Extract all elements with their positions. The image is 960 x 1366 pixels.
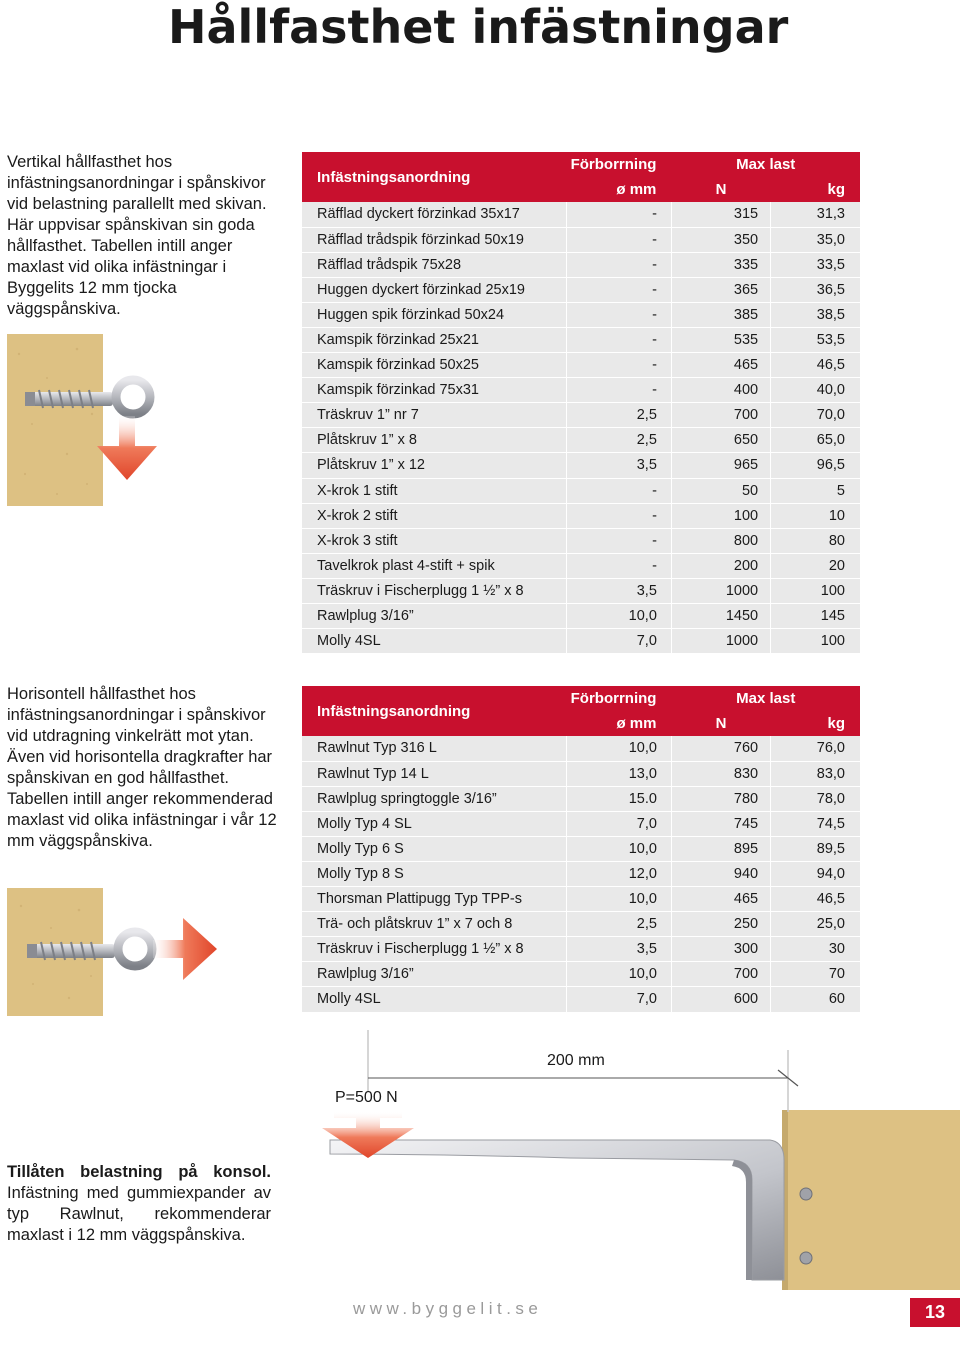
newton-cell: 830 — [671, 761, 770, 786]
table-row — [302, 786, 860, 811]
fastener-cell: Rawlplug springtoggle 3/16” — [302, 786, 567, 811]
console-body: Infästning med gummiexpander av typ Rawlnut, rekommenderar maxlast i 12 mm väggspånskiva. — [7, 1184, 271, 1244]
predrill-cell: 3,5 — [567, 578, 672, 603]
fastener-cell: Molly Typ 8 S — [302, 861, 567, 886]
column-header-predrill-unit: ø mm — [567, 177, 672, 202]
predrill-cell: 3,5 — [567, 453, 672, 478]
newton-cell: 315 — [671, 202, 770, 227]
shelf-bracket-illustration — [320, 1030, 960, 1290]
newton-cell: 650 — [671, 428, 770, 453]
column-header-maxload: Max last — [671, 686, 860, 711]
predrill-cell: 10,0 — [567, 736, 672, 761]
predrill-cell: - — [567, 478, 672, 503]
newton-cell: 50 — [671, 478, 770, 503]
predrill-cell: 10,0 — [567, 604, 672, 629]
kg-cell: 145 — [771, 604, 860, 629]
newton-cell: 760 — [671, 736, 770, 761]
predrill-cell: - — [567, 378, 672, 403]
vertical-load-illustration — [7, 334, 167, 506]
fastener-cell: Kamspik förzinkad 75x31 — [302, 378, 567, 403]
table-row — [302, 836, 860, 861]
predrill-cell: 12,0 — [567, 861, 672, 886]
kg-cell: 80 — [771, 528, 860, 553]
newton-cell: 100 — [671, 503, 770, 528]
page-title: Hållfasthet infästningar — [168, 0, 789, 54]
kg-cell: 46,5 — [771, 887, 860, 912]
bracket-icon — [330, 1140, 784, 1280]
table-row — [302, 553, 860, 578]
predrill-cell: 3,5 — [567, 937, 672, 962]
kg-cell: 40,0 — [771, 378, 860, 403]
predrill-cell: - — [567, 227, 672, 252]
column-header-fastener: Infästningsanordning — [302, 152, 567, 202]
fastener-cell: Rawlnut Typ 14 L — [302, 761, 567, 786]
fastener-cell: Huggen spik förzinkad 50x24 — [302, 302, 567, 327]
newton-cell: 780 — [671, 786, 770, 811]
fastener-cell: Huggen dyckert förzinkad 25x19 — [302, 277, 567, 302]
predrill-cell: 7,0 — [567, 629, 672, 654]
predrill-cell: - — [567, 528, 672, 553]
column-header-kg: kg — [771, 177, 860, 202]
kg-cell: 10 — [771, 503, 860, 528]
newton-cell: 1450 — [671, 604, 770, 629]
kg-cell: 60 — [771, 987, 860, 1012]
predrill-cell: - — [567, 327, 672, 352]
kg-cell: 53,5 — [771, 327, 860, 352]
newton-cell: 800 — [671, 528, 770, 553]
down-arrow-icon — [97, 416, 157, 480]
table-row — [302, 811, 860, 836]
kg-cell: 38,5 — [771, 302, 860, 327]
newton-cell: 600 — [671, 987, 770, 1012]
table-row — [302, 302, 860, 327]
newton-cell: 400 — [671, 378, 770, 403]
fastener-cell: Tavelkrok plast 4-stift + spik — [302, 553, 567, 578]
fastener-cell: Träskruv i Fischerplugg 1 ½” x 8 — [302, 937, 567, 962]
table-row — [302, 478, 860, 503]
newton-cell: 700 — [671, 962, 770, 987]
fastener-cell: Kamspik förzinkad 25x21 — [302, 327, 567, 352]
kg-cell: 76,0 — [771, 736, 860, 761]
predrill-cell: - — [567, 503, 672, 528]
kg-cell: 65,0 — [771, 428, 860, 453]
newton-cell: 365 — [671, 277, 770, 302]
table-row — [302, 503, 860, 528]
table-row — [302, 887, 860, 912]
table-row — [302, 202, 860, 227]
column-header-predrill: Förborrning — [567, 686, 672, 711]
table-row — [302, 327, 860, 352]
footer-url[interactable]: www.byggelit.se — [353, 1299, 543, 1318]
console-text — [7, 1162, 271, 1246]
fastener-cell: Trä- och plåtskruv 1” x 7 och 8 — [302, 912, 567, 937]
kg-cell: 100 — [771, 578, 860, 603]
fastener-cell: Räfflad dyckert förzinkad 35x17 — [302, 202, 567, 227]
table-row — [302, 252, 860, 277]
column-header-kg: kg — [771, 711, 860, 736]
fastener-cell: Rawlnut Typ 316 L — [302, 736, 567, 761]
kg-cell: 94,0 — [771, 861, 860, 886]
fastener-cell: Träskruv i Fischerplugg 1 ½” x 8 — [302, 578, 567, 603]
kg-cell: 31,3 — [771, 202, 860, 227]
kg-cell: 20 — [771, 553, 860, 578]
fastener-cell: X-krok 1 stift — [302, 478, 567, 503]
horizontal-load-illustration — [7, 888, 219, 1016]
predrill-cell: - — [567, 553, 672, 578]
fastener-cell: Plåtskruv 1” x 8 — [302, 428, 567, 453]
newton-cell: 350 — [671, 227, 770, 252]
kg-cell: 83,0 — [771, 761, 860, 786]
predrill-cell: - — [567, 202, 672, 227]
kg-cell: 5 — [771, 478, 860, 503]
vertical-intro-text: Vertikal hållfasthet hos infästningsanordningar i spånskivor vid belastning parallellt med skivan. Här uppvisar spånskivan sin goda hållfasthet. Tabellen intill anger maxlast vid olika infästningar i Byggelits 12 mm tjocka väggspånskiva. — [7, 153, 267, 318]
fastener-cell: X-krok 3 stift — [302, 528, 567, 553]
kg-cell: 78,0 — [771, 786, 860, 811]
kg-cell: 30 — [771, 937, 860, 962]
right-arrow-icon — [153, 918, 217, 980]
fastener-cell: Thorsman Plattipugg Typ TPP-s — [302, 887, 567, 912]
screw-head-icon — [800, 1188, 812, 1200]
table-row — [302, 578, 860, 603]
predrill-cell: - — [567, 252, 672, 277]
kg-cell: 33,5 — [771, 252, 860, 277]
table-row — [302, 378, 860, 403]
fastener-cell: Kamspik förzinkad 50x25 — [302, 353, 567, 378]
predrill-cell: 13,0 — [567, 761, 672, 786]
predrill-cell: 7,0 — [567, 811, 672, 836]
predrill-cell: 10,0 — [567, 887, 672, 912]
console-heading: Tillåten belastning på konsol. — [7, 1163, 271, 1181]
predrill-cell: - — [567, 353, 672, 378]
table-row — [302, 353, 860, 378]
fastener-cell: Molly 4SL — [302, 987, 567, 1012]
newton-cell: 300 — [671, 937, 770, 962]
table-row — [302, 736, 860, 761]
predrill-cell: 2,5 — [567, 428, 672, 453]
column-header-maxload: Max last — [671, 152, 860, 177]
horizontal-intro-text: Horisontell hållfasthet hos infästningsanordningar i spånskivor vid utdragning vinkelrätt mot ytan. Även vid horisontella dragkrafter har spånskivan en god hållfasthet. Tabellen intill anger rekommenderad maxlast vid olika infästningar i vår 12 mm väggspånskiva. — [7, 685, 277, 850]
newton-cell: 465 — [671, 353, 770, 378]
table-row — [302, 761, 860, 786]
newton-cell: 465 — [671, 887, 770, 912]
table-row — [302, 629, 860, 654]
kg-cell: 35,0 — [771, 227, 860, 252]
newton-cell: 1000 — [671, 629, 770, 654]
newton-cell: 335 — [671, 252, 770, 277]
newton-cell: 250 — [671, 912, 770, 937]
newton-cell: 745 — [671, 811, 770, 836]
newton-cell: 1000 — [671, 578, 770, 603]
fastener-cell: Rawlplug 3/16” — [302, 604, 567, 629]
kg-cell: 100 — [771, 629, 860, 654]
table-row — [302, 937, 860, 962]
table-row — [302, 227, 860, 252]
table-row — [302, 604, 860, 629]
kg-cell: 89,5 — [771, 836, 860, 861]
newton-cell: 535 — [671, 327, 770, 352]
table-row — [302, 277, 860, 302]
screw-head-icon — [800, 1252, 812, 1264]
fastener-cell: X-krok 2 stift — [302, 503, 567, 528]
vertical-load-table — [302, 152, 860, 654]
newton-cell: 200 — [671, 553, 770, 578]
predrill-cell: 10,0 — [567, 836, 672, 861]
newton-cell: 940 — [671, 861, 770, 886]
kg-cell: 46,5 — [771, 353, 860, 378]
newton-cell: 895 — [671, 836, 770, 861]
column-header-predrill-unit: ø mm — [567, 711, 672, 736]
kg-cell: 96,5 — [771, 453, 860, 478]
fastener-cell: Träskruv 1” nr 7 — [302, 403, 567, 428]
table-row — [302, 403, 860, 428]
kg-cell: 74,5 — [771, 811, 860, 836]
table-row — [302, 453, 860, 478]
page-number: 13 — [910, 1298, 960, 1327]
kg-cell: 36,5 — [771, 277, 860, 302]
predrill-cell: 10,0 — [567, 962, 672, 987]
predrill-cell: - — [567, 277, 672, 302]
column-header-newton: N — [671, 177, 770, 202]
table-row — [302, 912, 860, 937]
predrill-cell: 15.0 — [567, 786, 672, 811]
kg-cell: 70 — [771, 962, 860, 987]
distance-label: 200 mm — [547, 1052, 605, 1069]
fastener-cell: Molly Typ 6 S — [302, 836, 567, 861]
load-label: P=500 N — [335, 1089, 398, 1106]
horizontal-load-table — [302, 686, 860, 1013]
fastener-cell: Plåtskruv 1” x 12 — [302, 453, 567, 478]
fastener-cell: Räfflad trådspik 75x28 — [302, 252, 567, 277]
column-header-fastener: Infästningsanordning — [302, 686, 567, 736]
kg-cell: 25,0 — [771, 912, 860, 937]
fastener-cell: Rawlplug 3/16” — [302, 962, 567, 987]
chipboard-panel — [7, 334, 103, 506]
newton-cell: 965 — [671, 453, 770, 478]
predrill-cell: - — [567, 302, 672, 327]
column-header-newton: N — [671, 711, 770, 736]
table-row — [302, 987, 860, 1012]
table-row — [302, 428, 860, 453]
kg-cell: 70,0 — [771, 403, 860, 428]
table-row — [302, 861, 860, 886]
table-row — [302, 962, 860, 987]
predrill-cell: 7,0 — [567, 987, 672, 1012]
predrill-cell: 2,5 — [567, 403, 672, 428]
fastener-cell: Molly Typ 4 SL — [302, 811, 567, 836]
newton-cell: 385 — [671, 302, 770, 327]
predrill-cell: 2,5 — [567, 912, 672, 937]
newton-cell: 700 — [671, 403, 770, 428]
fastener-cell: Molly 4SL — [302, 629, 567, 654]
fastener-cell: Räfflad trådspik förzinkad 50x19 — [302, 227, 567, 252]
table-row — [302, 528, 860, 553]
column-header-predrill: Förborrning — [567, 152, 672, 177]
